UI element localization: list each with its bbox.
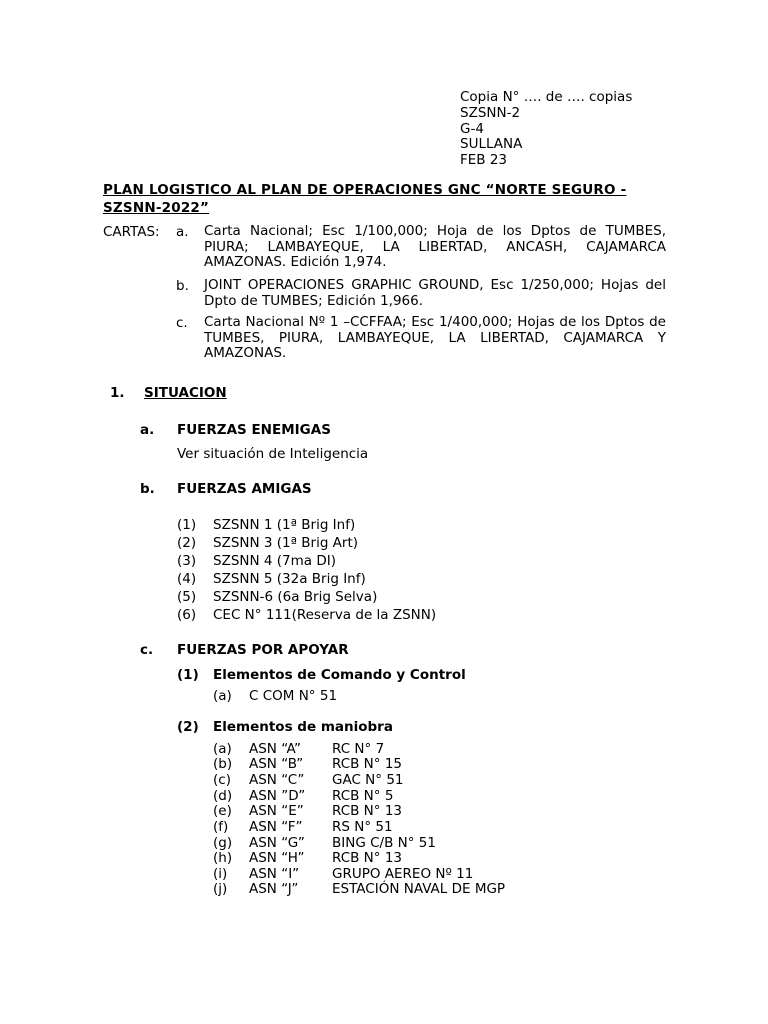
carta-a-text: Carta Nacional; Esc 1/100,000; Hoja de los Dptos de TUMBES, PIURA; LAMBAYEQUE, LA LIBERTAD, ANCASH, CAJAMARCA AMAZONAS. Edición 1,974. <box>204 223 666 270</box>
unit-label: RS N° 51 <box>332 819 393 835</box>
subsection-b-title: FUERZAS AMIGAS <box>177 481 312 497</box>
carta-b-text: JOINT OPERACIONES GRAPHIC GROUND, Esc 1/250,000; Hojas del Dpto de TUMBES; Edición 1,966. <box>204 277 666 309</box>
section-title: SITUACION <box>144 385 227 401</box>
list-item-number: (h) <box>213 850 233 866</box>
document-title-line1: PLAN LOGISTICO AL PLAN DE OPERACIONES GNC “NORTE SEGURO - <box>103 182 627 198</box>
document-title-line2: SZSNN-2022” <box>103 200 210 216</box>
unit-code: SZSNN-2 <box>460 105 521 121</box>
subsection-b-letter: b. <box>140 481 155 497</box>
list-item-number: (g) <box>213 835 233 851</box>
list-item-number: (2) <box>177 535 197 551</box>
copy-number: Copia N° …. de …. copias <box>460 89 633 105</box>
list-item: SZSNN 1 (1ª Brig Inf) <box>213 517 356 533</box>
sub2-title: Elementos de maniobra <box>213 719 393 735</box>
asn-label: ASN “C” <box>249 772 305 788</box>
carta-c-letter: c. <box>176 315 188 331</box>
list-item-number: (c) <box>213 772 231 788</box>
unit-label: GAC N° 51 <box>332 772 404 788</box>
cartas-label: CARTAS: <box>103 224 160 240</box>
subsection-c-title: FUERZAS POR APOYAR <box>177 642 349 658</box>
list-item-number: (1) <box>177 517 197 533</box>
carta-c-text: Carta Nacional Nº 1 –CCFFAA; Esc 1/400,000; Hojas de los Dptos de TUMBES, PIURA, LAMBAYEQUE, LA LIBERTAD, CAJAMARCA Y AMAZONAS. <box>204 314 666 361</box>
subsection-c-letter: c. <box>140 642 154 658</box>
subsection-a-title: FUERZAS ENEMIGAS <box>177 422 331 438</box>
list-item: SZSNN 5 (32a Brig Inf) <box>213 571 366 587</box>
list-item: SZSNN 3 (1ª Brig Art) <box>213 535 359 551</box>
asn-label: ASN “E” <box>249 803 304 819</box>
list-item: CEC N° 111(Reserva de la ZSNN) <box>213 607 437 623</box>
unit-label: ESTACIÓN NAVAL DE MGP <box>332 881 506 897</box>
subsection-a-text: Ver situación de Inteligencia <box>177 446 369 462</box>
list-item-number: (3) <box>177 553 197 569</box>
sub1-number: (1) <box>177 667 199 683</box>
asn-label: ASN “B” <box>249 756 304 772</box>
unit-label: RCB N° 13 <box>332 850 403 866</box>
staff-section: G-4 <box>460 121 484 137</box>
list-item-number: (4) <box>177 571 197 587</box>
asn-label: ASN “G” <box>249 835 305 851</box>
list-item: SZSNN 4 (7ma DI) <box>213 553 336 569</box>
list-item: C COM N° 51 <box>249 688 338 704</box>
unit-label: RCB N° 15 <box>332 756 403 772</box>
place: SULLANA <box>460 136 523 152</box>
list-item-number: (e) <box>213 803 232 819</box>
unit-label: RCB N° 13 <box>332 803 403 819</box>
list-item-number: (f) <box>213 819 229 835</box>
asn-label: ASN “H” <box>249 850 305 866</box>
unit-label: RC N° 7 <box>332 741 385 757</box>
asn-label: ASN “A” <box>249 741 302 757</box>
list-item-number: (d) <box>213 788 233 804</box>
date: FEB 23 <box>460 152 508 168</box>
asn-label: ASN “J” <box>249 881 299 897</box>
list-item-number: (i) <box>213 866 228 882</box>
list-item-number: (b) <box>213 756 233 772</box>
asn-label: ASN “F” <box>249 819 303 835</box>
unit-label: BING C/B N° 51 <box>332 835 436 851</box>
list-item-number: (6) <box>177 607 197 623</box>
list-item-number: (a) <box>213 688 232 704</box>
subsection-a-letter: a. <box>140 422 155 438</box>
carta-a-letter: a. <box>176 224 189 240</box>
unit-label: RCB N° 5 <box>332 788 394 804</box>
asn-label: ASN “I” <box>249 866 300 882</box>
unit-label: GRUPO AEREO Nº 11 <box>332 866 474 882</box>
sub2-number: (2) <box>177 719 199 735</box>
list-item-number: (j) <box>213 881 228 897</box>
sub1-title: Elementos de Comando y Control <box>213 667 466 683</box>
list-item-number: (5) <box>177 589 197 605</box>
asn-label: ASN ”D” <box>249 788 306 804</box>
section-number: 1. <box>110 385 125 401</box>
list-item: SZSNN-6 (6a Brig Selva) <box>213 589 378 605</box>
carta-b-letter: b. <box>176 278 189 294</box>
list-item-number: (a) <box>213 741 232 757</box>
